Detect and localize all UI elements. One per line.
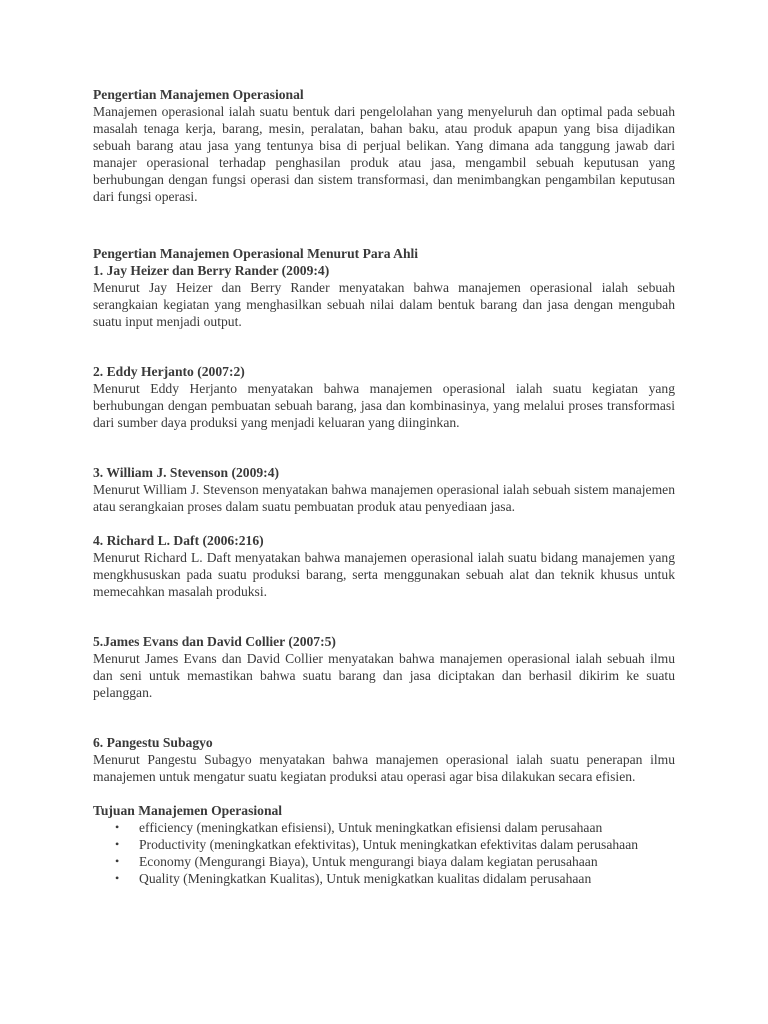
list-item: [115, 836, 675, 853]
spacer: [93, 515, 675, 532]
expert-item: [93, 464, 675, 515]
intro-paragraph: Manajemen operasional ialah suatu bentuk dari pengelolahan yang menyeluruh dan optimal pada sebuah masalah tenaga kerja, barang, mesin, peralatan, bahan baku, atau produk apapun yang bisa dijadikan sebuah barang atau jasa yang tentunya bisa di perjual belikan. Yang dimana ada tanggung jawab dari manajer operasional terhadap penghasilan produk atau jasa, mengambil sebuah keputusan yang berhubungan dengan fungsi operasi dan sistem transformasi, dan menimbangkan pengambilan keputusan dari fungsi operasi.: [93, 104, 675, 204]
expert-name: 4. Richard L. Daft (2006:216): [93, 533, 264, 548]
intro-section: [93, 86, 675, 205]
goals-list: [93, 819, 675, 887]
list-item: [115, 819, 675, 836]
spacer: [93, 600, 675, 633]
document-page: [93, 86, 675, 887]
expert-item: [93, 532, 675, 600]
expert-item: [93, 633, 675, 701]
expert-item: [93, 262, 675, 330]
expert-text: Menurut James Evans dan David Collier menyatakan bahwa manajemen operasional ialah sebuah ilmu dan seni untuk memastikan bahwa suatu barang dan jasa diciptakan dan berhasil dikirim ke suatu pelanggan.: [93, 651, 675, 700]
list-item-text: Economy (Mengurangi Biaya), Untuk mengurangi biaya dalam kegiatan perusahaan: [139, 854, 598, 869]
goals-section: [93, 802, 675, 887]
expert-name: 6. Pangestu Subagyo: [93, 735, 213, 750]
expert-item: [93, 363, 675, 431]
bullet-icon: •: [115, 871, 120, 885]
list-item: [115, 853, 675, 870]
expert-text: Menurut Richard L. Daft menyatakan bahwa manajemen operasional ialah suatu bidang manajemen yang mengkhususkan pada suatu produksi barang, serta menggunakan sebuah alat dan teknik khusus untuk memecahkan masalah produksi.: [93, 550, 675, 599]
expert-text: Menurut Pangestu Subagyo menyatakan bahwa manajemen operasional ialah suatu penerapan ilmu manajemen untuk mengatur suatu kegiatan produksi atau operasi agar bisa dilakukan secara efisien.: [93, 752, 675, 784]
goals-heading: Tujuan Manajemen Operasional: [93, 803, 283, 818]
experts-heading: Pengertian Manajemen Operasional Menurut Para Ahli: [93, 246, 419, 261]
spacer: [93, 431, 675, 464]
expert-text: Menurut Jay Heizer dan Berry Rander menyatakan bahwa manajemen operasional ialah sebuah serangkaian kegiatan yang menghasilkan sebuah nilai dalam bentuk barang dan jasa dengan mengubah suatu input menjadi output.: [93, 280, 675, 329]
expert-name: 5.James Evans dan David Collier (2007:5): [93, 634, 336, 649]
experts-section: [93, 245, 675, 802]
intro-heading: Pengertian Manajemen Operasional: [93, 87, 304, 102]
list-item-text: Quality (Meningkatkan Kualitas), Untuk menigkatkan kualitas didalam perusahaan: [139, 871, 592, 886]
expert-text: Menurut Eddy Herjanto menyatakan bahwa manajemen operasional ialah suatu kegiatan yang berhubungan dengan pembuatan sebuah barang, jasa dan kombinasinya, yang melalui proses transformasi dari sumber daya produksi yang menjadi keluaran yang diinginkan.: [93, 381, 675, 430]
list-item-text: efficiency (meningkatkan efisiensi), Untuk meningkatkan efisiensi dalam perusahaan: [139, 820, 603, 835]
expert-name: 3. William J. Stevenson (2009:4): [93, 465, 280, 480]
bullet-icon: •: [115, 837, 120, 851]
expert-name: 1. Jay Heizer dan Berry Rander (2009:4): [93, 263, 330, 278]
list-item-text: Productivity (meningkatkan efektivitas), Untuk meningkatkan efektivitas dalam perusahaan: [139, 837, 639, 852]
expert-name: 2. Eddy Herjanto (2007:2): [93, 364, 245, 379]
list-item: [115, 870, 675, 887]
bullet-icon: •: [115, 820, 120, 834]
spacer: [93, 330, 675, 363]
expert-item: [93, 734, 675, 785]
spacer: [93, 785, 675, 802]
expert-text: Menurut William J. Stevenson menyatakan bahwa manajemen operasional ialah sebuah sistem manajemen atau serangkaian proses dalam suatu pembuatan produk atau penyediaan jasa.: [93, 482, 675, 514]
spacer: [93, 701, 675, 734]
bullet-icon: •: [115, 854, 120, 868]
